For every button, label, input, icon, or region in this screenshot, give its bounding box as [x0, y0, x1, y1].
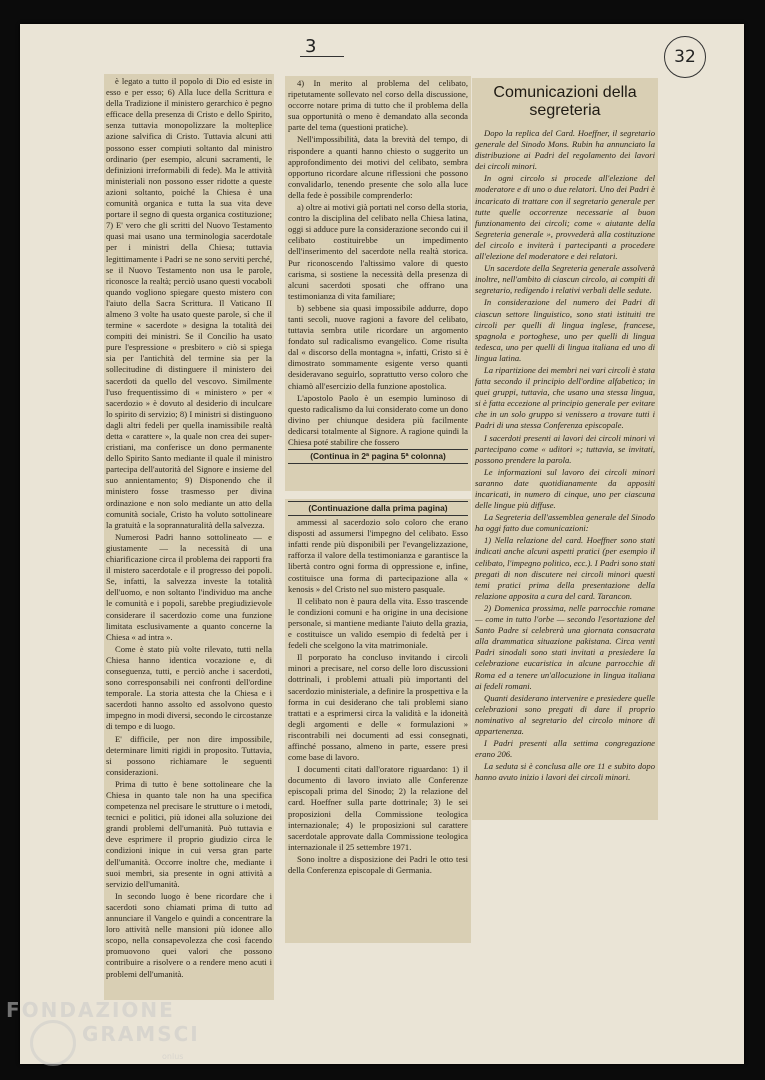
col3-paragraph: I Padri presenti alla settima congregazione erano 206.: [475, 738, 655, 760]
col2-paragraph: a) oltre ai motivi già portati nel corso della storia, contro la disciplina del celibato nella Chiesa latina, oggi si adduce pure la considerazione secondo cui il celibato costituirebbe un impedimento dell'inserimento del sacerdote nella realtà storica. Pur riconoscendo l'altissimo valore di questo carisma, si sostiene la necessità della presenza di alcuni sacerdoti sposati che offrano una testimonianza di vita familiare;: [288, 202, 468, 301]
continued-note: (Continua in 2ª pagina 5ª colonna): [288, 449, 468, 464]
col3-paragraph: Quanti desiderano intervenire e presiedere quelle celebrazioni sono pregati di dare il proprio nominativo al segretario del circolo minore di appartenenza.: [475, 692, 655, 736]
col3-paragraph: La seduta si è conclusa alle ore 11 e subito dopo hanno avuto inizio i lavori dei circoli minori.: [475, 761, 655, 783]
col1-paragraph: Come è stato più volte rilevato, tutti nella Chiesa hanno identica vocazione e, di conseguenza, tutti, e perciò anche i sacerdoti, sono corresponsabili nei confronti dell'ordine temporale. La storia attesta che la Chiesa e i sacerdoti hanno assolto ed assolvono questo impegno in modi diversi, secondo le circostanze di tempo e di luogo.: [106, 643, 272, 732]
col2b-paragraph: I documenti citati dall'oratore riguardano: 1) il documento di lavoro inviato alle Conferenze episcopali prima del Sinodo; 2) la relazione del card. Hoeffner sulla parte dottrinale; 3) le sei proposizioni della Commissione teologica internazionale; 4) le proposizioni sul carattere sacerdotale approvate dalla Commissione teologica internazionale il 25 settembre 1971.: [288, 764, 468, 852]
col3-paragraph: La ripartizione dei membri nei vari circoli è stata fatta secondo il principio dell'ordine alfabetico; in quei gruppi, tuttavia, che usano una stessa lingua, si è fatta eccezione al principio generale per evitare che in un solo gruppo si venissero a trovare tutti i Padri di una stessa Conferenza episcopale.: [475, 364, 655, 431]
col3-paragraph: 2) Domenica prossima, nelle parrocchie romane — come in tutto l'orbe — secondo l'esortazione del Santo Padre si celebrerà una giornata consacrata alla drammatica situazione pakistana. Circa venti Padri sinodali sono stati invitati a presiedere la celebrazione eucaristica in alcune parrocchie di Roma ed a tenere un'allocuzione in lingua italiana ai fedeli romani.: [475, 602, 655, 691]
col3-paragraph: I sacerdoti presenti ai lavori dei circoli minori vi partecipano come « uditori »; tuttavia, se invitati, possono prendere la parola.: [475, 432, 655, 465]
watermark-line-2: GRAMSCI: [82, 1022, 200, 1046]
col3-paragraph: In considerazione del numero dei Padri di ciascun settore linguistico, sono stati istituiti tre circoli per quelli di lingua inglese, francese, spagnola e portoghese, uno per quelli di lingua tedesca, uno per quelli di lingua italiana ed uno di lingua latina.: [475, 297, 655, 363]
col2b-paragraph: Il porporato ha concluso invitando i circoli minori a precisare, nel corso delle loro discussioni dottrinali, i problemi attuali più importanti del sacerdozio ministeriale, a definire la prospettiva e la forma in cui desiderano che tali problemi siano trattati e a esprimersi circa la validità e la idoneità degli argomenti e delle « formulazioni » riscontrabili nei documenti ad essi consegnati, affinché possano, almeno in parte, essere presi come base di lavoro.: [288, 652, 468, 763]
col3-paragraph: Un sacerdote della Segreteria generale assolverà inoltre, nell'ambito di ciascun circolo, ai compiti di segretario, redigendo i relativi verbali delle sedute.: [475, 263, 655, 296]
col1-paragraph: è legato a tutto il popolo di Dio ed esiste in esso e per esso; 6) Alla luce della Scrittura e della Tradizione il ministero gerarchico è pegno efficace della presenza di Cristo e dello Spirito, senza tuttavia monopolizzare la molteplice azione salvifica di Cristo. Tuttavia alcuni atti possono esser compiuti soltanto dal ministro ordinario (per esempio, alcuni sacramenti, le definizioni irreformabili di fede). Ma le attività ministeriali non possono esser ridotte a queste azioni soltanto, poiché la Chiesa è una comunità organica e tutta la sua vita deve portare il segno di questa organica costituzione; 7) E' vero che gli scritti del Nuovo Testamento quasi mai usano una terminologia sacerdotale per i ministri della Chiesa; tuttavia legittimamente i Padri se ne sono serviti perché, se il Nuovo Testamento non usa le parole, riconosce la realtà; perciò usano questi vocaboli quando vogliono spiegare questo mistero con l'aiuto della Sacra Scrittura. Il Vaticano II almeno 3 volte ha usato queste parole, sì che il termine « sacerdote » designa la totalità dei compiti dei ministri. Se il Concilio ha usato pure l'espressione « presbitero » ciò si spiega sia per l'antichità del termine sia per la sollecitudine di distinguere il ministero dei sacerdoti da quello del vescovo. Similmente l'uso frequentissimo di « ministero » per « sacerdozio » è dovuto al desiderio di inculcare lo spirito di servizio; 8) I ministri si distinguono dagli altri fedeli per quella inamissibile realtà detta « carattere », la quale non crea dei super-cristiani, ma conferisce un dono permanente dello Spirito Santo mediante il quale il ministro partecipa dell'autorità del Signore e insieme del suo annientamento; 9) Disponendo che il ministero fosse trasmesso per divina ordinazione e non solo mediante un atto della comunità sociale, Cristo ha voluto sottolineare la gratuità e la soprannaturalità della salvezza.: [106, 76, 272, 530]
col3-paragraph: In ogni circolo si procede all'elezione del moderatore e di uno o due relatori. Uno dei Padri è incaricato di trattare con il segretario generale per tutte quelle occorrenze necessarie al buon funzionamento dei circoli; come « aiutante della Segreteria generale », provvederà alla costituzione del circolo e inviterà i partecipanti a procedere all'elezione del moderatore e dei relatori.: [475, 173, 655, 262]
page-number-underline: [300, 56, 344, 57]
col3-paragraph: Le informazioni sul lavoro dei circoli minori saranno date quotidianamente da appositi incaricati, in numero di cinque, uno per ciascuna delle lingue più diffuse.: [475, 466, 655, 511]
col2b-paragraph: Sono inoltre a disposizione dei Padri le otto tesi della Conferenza episcopale di Germania.: [288, 853, 468, 875]
clipping-column-2-bottom: [285, 499, 471, 943]
col3-paragraph: La Segreteria dell'assemblea generale del Sinodo ha oggi fatto due comunicazioni:: [475, 512, 655, 534]
col1-paragraph: Prima di tutto è bene sottolineare che la Chiesa in quanto tale non ha una specifica competenza nel precisare le strutture o i metodi, tecnici e politici, più idonei alla soluzione dei grandi problemi dell'umanità. Può tuttavia e deve esprimere il proprio giudizio circa le condizioni inique in cui versa gran parte dell'umanità. Occorre inoltre che, mediante i suoi membri, sia presente in ogni attività a servizio dell'umanità.: [106, 778, 272, 889]
col2b-paragraph: ammessi al sacerdozio solo coloro che erano disposti ad assumersi l'impegno del celibato. Esso infatti rende più disponibili per l'evangelizzazione, rafforza il valore della testimonianza e garantisce la libertà contro ogni forma di oppressione e, infine, costituisce una forma di partecipazione alla « kenosis » del Cristo nel suo mistero pasquale.: [288, 517, 468, 594]
article-heading: Comunicazioni della segreteria: [493, 84, 637, 119]
clipping-column-3: [472, 78, 658, 820]
continuation-note: (Continuazione dalla prima pagina): [288, 501, 468, 516]
col2b-paragraph: Il celibato non è paura della vita. Esso trascende le condizioni comuni e ha origine in una decisione personale, si mantiene mediante l'aiuto della grazia, e costituisce un valido esempio di fedeltà per i fedeli che scelgono la vita matrimoniale.: [288, 595, 468, 651]
handwritten-page-number: 3: [305, 36, 317, 57]
col2-paragraph: 4) In merito al problema del celibato, ripetutamente sollevato nel corso della discussione, occorre notare prima di tutto che il problema della sua opportunità o meno è demandato alla seconda parte del tema (questioni pratiche).: [288, 78, 468, 133]
clipping-column-2-top: [285, 76, 471, 491]
col3-paragraph: Dopo la replica del Card. Hoeffner, il segretario generale del Sinodo Mons. Rubin ha annunciato la distribuzione ai Padri del regolamento dei lavori dei circoli minori.: [475, 128, 655, 172]
col3-paragraph: 1) Nella relazione del card. Hoeffner sono stati indicati anche alcuni aspetti pratici (per esempio il celibato, l'impegno politico, ecc.). I Padri sono stati pregati di non discutere nei circoli minori questi temi pratici prima della presentazione della relazione apposita a cura del card. Tarancon.: [475, 535, 655, 601]
watermark-logo-icon: [30, 1020, 76, 1066]
col1-paragraph: Numerosi Padri hanno sottolineato — e giustamente — la necessità di una chiarificazione circa il problema dei rapporti fra il mistero sacerdotale e il progresso dei popoli. Se, infatti, la salvezza investe la totalità dell'uomo, e non soltanto l'individuo ma anche le comunità e i popoli, sarebbe pregiudizievole considerare il sacerdozio come una funzione limitata esclusivamente a quanto concerne la Chiesa « ad intra ».: [106, 531, 272, 642]
col2-paragraph: b) sebbene sia quasi impossibile addurre, dopo tanti secoli, nuove ragioni a favore del celibato, tuttavia sembra utile ricordare un argomento fondato sul radicalismo evangelico. Come risulta dal « discorso della montagna », infatti, Cristo si è dimostrato sommamente esigente verso quanti desideravano seguirlo, soprattutto verso coloro che chiamò all'esercizio della funzione apostolica.: [288, 302, 468, 391]
col1-paragraph: E' difficile, per non dire impossibile, determinare limiti rigidi in proposito. Tuttavia, si possono richiamare le seguenti considerazioni.: [106, 733, 272, 777]
clipping-column-1: [104, 74, 274, 1000]
col2-paragraph: L'apostolo Paolo è un esempio luminoso di questo radicalismo da lui considerato come un dono divino per chiunque desidera più facilmente dedicarsi totalmente al Signore. A ragione quindi la Chiesa poté stabilire che fossero: [288, 392, 468, 447]
col1-paragraph: In secondo luogo è bene ricordare che i sacerdoti sono chiamati prima di tutto ad annunciare il Vangelo e quindi a concentrare la loro attività nelle mansioni più idonee allo scopo, nella consapevolezza che così facendo promuovono quei valori che possono contribuire a risolvere o a rendere meno acuti i problemi dell'umanità.: [106, 890, 272, 979]
watermark-line-3: onlus: [162, 1052, 184, 1061]
col2-paragraph: Nell'impossibilità, data la brevità del tempo, di rispondere a quanti hanno chiesto o suggerito un approfondimento dei motivi del celibato, sembra opportuno ricordare alcune riflessioni che possono convalidarlo, tenendo presente che solo alla luce della fede è possibile comprenderlo:: [288, 134, 468, 200]
watermark-line-1: FONDAZIONE: [6, 998, 175, 1022]
circled-page-number: 32: [664, 36, 706, 78]
